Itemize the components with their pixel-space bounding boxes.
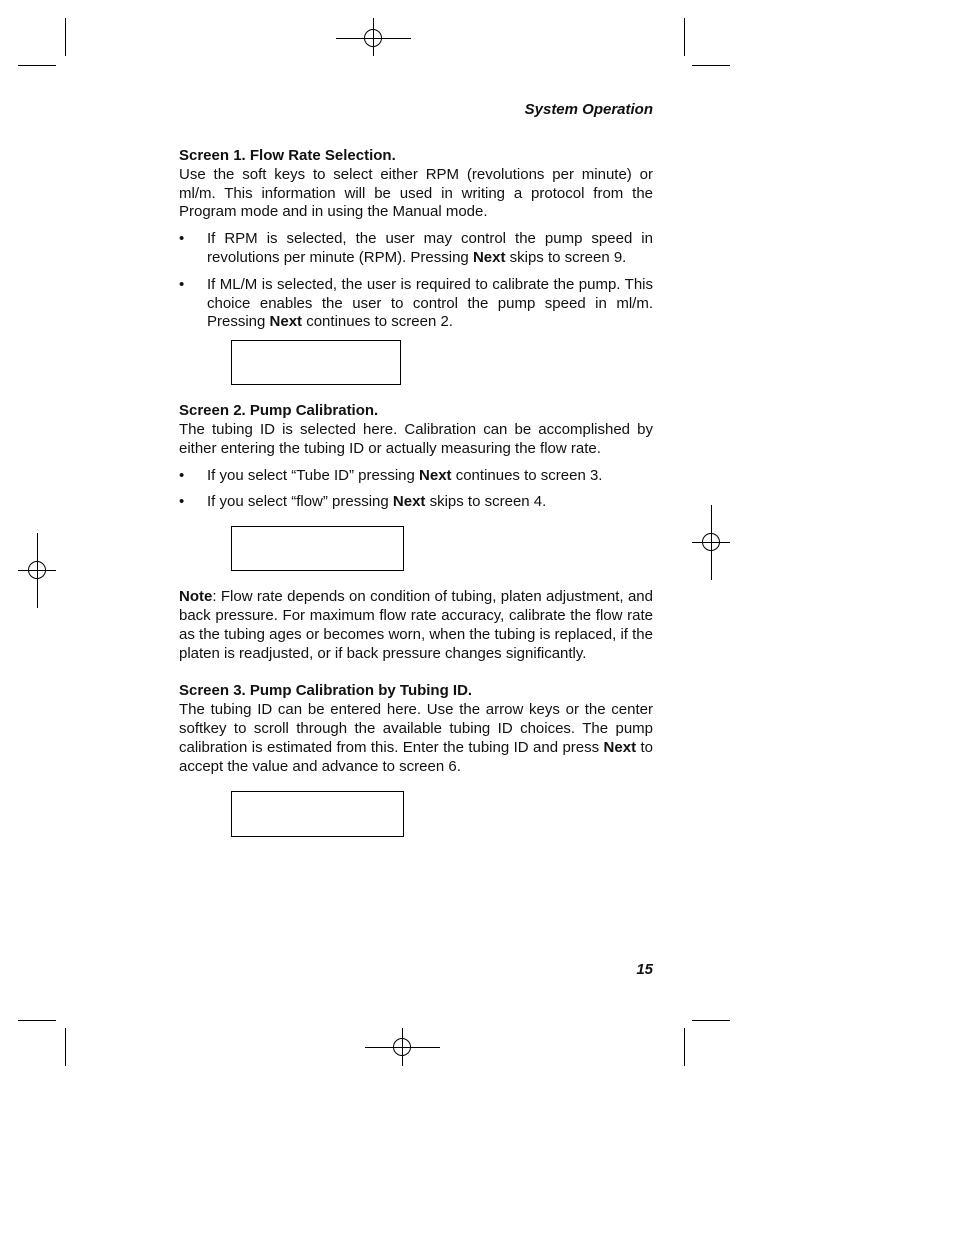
bullet-icon: •: [179, 493, 185, 511]
note-paragraph: [179, 588, 653, 663]
section-body: Use the soft keys to select either RPM (revolutions per minute) or ml/m. This information will be used in writing a protocol from the Program mode and in using the Manual mode.: [179, 165, 653, 221]
section-body: The tubing ID can be entered here. Use the arrow keys or the center softkey to scroll through the available tubing ID choices. The pump calibration is estimated from this. Enter the tubing ID and press Next to accept the value and advance to screen 6.: [179, 701, 653, 775]
screen-display-placeholder: [231, 526, 404, 571]
running-header: System Operation: [524, 101, 653, 118]
section-heading: Screen 3. Pump Calibration by Tubing ID.: [179, 682, 473, 700]
note-text: : Flow rate depends on condition of tubing, platen adjustment, and back pressure. For maximum flow rate accuracy, calibrate the flow rate as the tubing ages or becomes worn, when the tubing is replaced, if the platen is readjusted, or if back pressure changes significantly.: [179, 588, 653, 662]
screen-display-placeholder: [231, 340, 401, 385]
bullet-list: [179, 230, 653, 332]
note-label: Note: [179, 588, 213, 606]
list-item: • If ML/M is selected, the user is required to calibrate the pump. This choice enables the user to control the pump speed in ml/m. Pressing Next continues to screen 2.: [179, 275, 653, 331]
bullet-icon: •: [179, 275, 185, 293]
page-content: [179, 147, 653, 837]
list-item: • If RPM is selected, the user may control the pump speed in revolutions per minute (RPM). Pressing Next skips to screen 9.: [179, 230, 653, 266]
bullet-list: [179, 467, 653, 513]
bullet-icon: •: [179, 466, 185, 484]
list-item: • If you select “flow” pressing Next skips to screen 4.: [179, 493, 547, 511]
page-number: 15: [636, 961, 653, 978]
section-body: The tubing ID is selected here. Calibration can be accomplished by either entering the tubing ID or actually measuring the flow rate.: [179, 420, 653, 457]
bullet-icon: •: [179, 230, 185, 248]
list-item: • If you select “Tube ID” pressing Next continues to screen 3.: [179, 466, 603, 484]
section-heading: Screen 1. Flow Rate Selection.: [179, 147, 396, 164]
section-heading: Screen 2. Pump Calibration.: [179, 402, 379, 420]
screen-display-placeholder: [231, 791, 404, 837]
